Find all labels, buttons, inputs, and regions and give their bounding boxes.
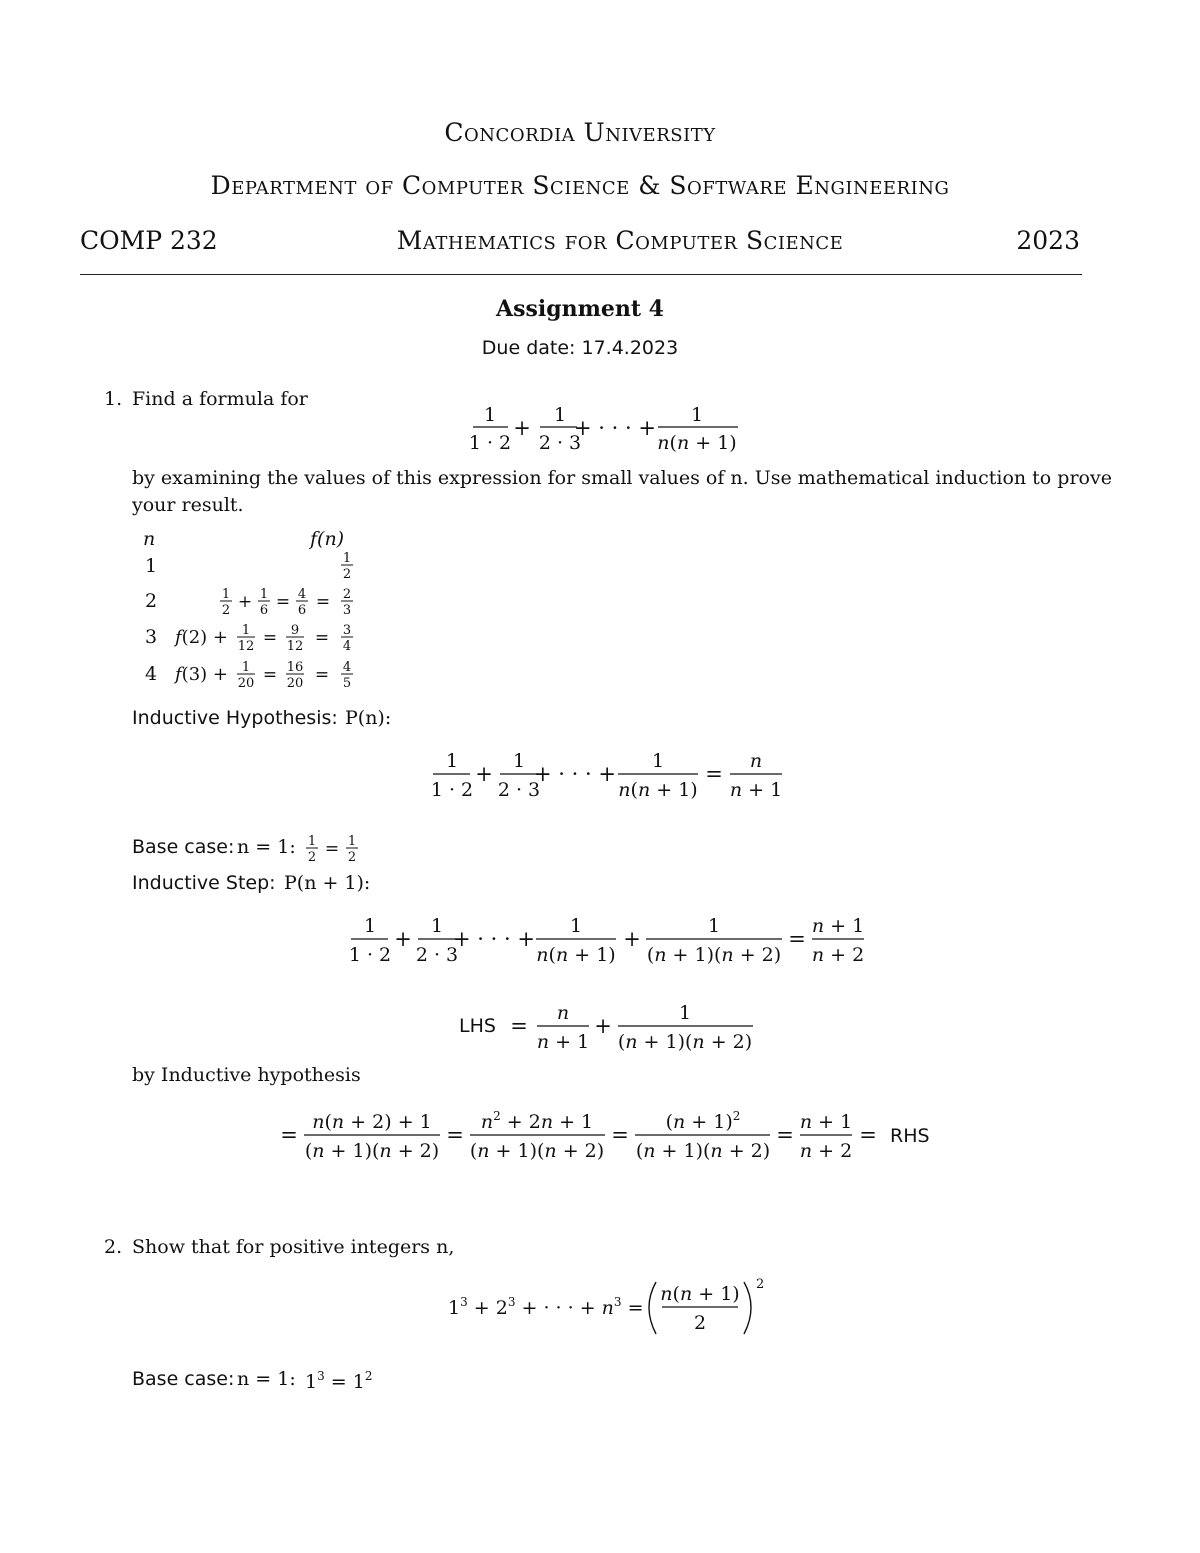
course-year: 2023 <box>1016 226 1080 255</box>
svg-text:1: 1 <box>307 834 317 849</box>
svg-text:3: 3 <box>342 623 352 638</box>
svg-text:20: 20 <box>286 676 304 691</box>
svg-text:1: 1 <box>430 915 444 937</box>
problem1-number: 1. <box>104 388 123 410</box>
svg-text:+: + <box>594 1014 612 1038</box>
svg-text:2 · 3: 2 · 3 <box>415 944 459 966</box>
svg-text:n(n + 1): n(n + 1) <box>657 432 737 454</box>
sum-expression <box>460 400 760 460</box>
svg-text:1: 1 <box>445 750 459 772</box>
svg-text:(n + 1)(n + 2): (n + 1)(n + 2) <box>635 1140 771 1162</box>
svg-text:+ · · · +: + · · · + <box>453 927 535 951</box>
svg-text:1: 1 <box>678 1002 692 1024</box>
svg-text:2: 2 <box>347 850 357 865</box>
svg-text:2: 2 <box>693 1312 707 1334</box>
svg-text:=: = <box>611 1123 629 1147</box>
assignment-title: Assignment 4 <box>496 296 664 322</box>
svg-text:n(n + 2) + 1: n(n + 2) + 1 <box>312 1111 432 1133</box>
svg-text:2: 2 <box>756 1277 765 1292</box>
base-case-label: Base case: <box>132 836 235 858</box>
svg-text:2: 2 <box>221 603 231 618</box>
svg-text:f(3) +: f(3) + <box>175 664 228 685</box>
svg-text:1: 1 <box>259 587 269 602</box>
svg-text:16: 16 <box>286 660 304 675</box>
svg-text:4: 4 <box>342 639 352 654</box>
svg-text:+ · · · +: + · · · + <box>574 416 656 440</box>
due-date: Due date: 17.4.2023 <box>481 337 679 359</box>
svg-text:+: + <box>513 416 531 440</box>
table-row-n: 4 <box>145 663 158 685</box>
svg-text:n(n + 1): n(n + 1) <box>618 779 698 801</box>
svg-text:=: = <box>446 1123 464 1147</box>
problem1-prompt: Find a formula for <box>132 388 308 410</box>
svg-text:3: 3 <box>342 603 352 618</box>
svg-text:1: 1 <box>553 404 567 426</box>
problem2-number: 2. <box>104 1236 123 1258</box>
svg-text:=: = <box>280 1123 298 1147</box>
table-values <box>165 548 365 693</box>
svg-text:1: 1 <box>221 587 231 602</box>
svg-text:6: 6 <box>297 603 307 618</box>
svg-text:1 · 2: 1 · 2 <box>348 944 392 966</box>
inductive-step-label: Inductive Step: <box>132 872 276 894</box>
problem2-prompt: Show that for positive integers n, <box>132 1236 455 1258</box>
svg-text:=: = <box>510 1014 528 1038</box>
svg-text:2: 2 <box>342 567 352 582</box>
course-title: Mathematics for Computer Science <box>396 226 844 255</box>
svg-text:(n + 1)2: $(n + 1)^2$ <box>665 1109 741 1133</box>
svg-text:9: 9 <box>290 623 300 638</box>
svg-text:4: 4 <box>342 660 352 675</box>
step-equation <box>340 910 880 972</box>
svg-text:=: = <box>275 592 291 612</box>
svg-text:4: 4 <box>297 587 307 602</box>
svg-text:n: n <box>556 1002 570 1024</box>
svg-text:1: 1 <box>347 834 357 849</box>
lhs-equation <box>505 997 765 1059</box>
svg-text:1: 1 <box>707 915 721 937</box>
svg-text:=: = <box>324 839 340 859</box>
inductive-hypothesis-predicate: P(n): <box>345 707 392 729</box>
svg-text:+: + <box>475 762 493 786</box>
svg-text:1 · 2: 1 · 2 <box>430 779 474 801</box>
svg-text:=: = <box>262 628 278 648</box>
svg-text:(n + 1)(n + 2): (n + 1)(n + 2) <box>469 1140 605 1162</box>
svg-text:n + 1: n + 1 <box>799 1111 853 1133</box>
svg-text:1: 1 <box>241 623 251 638</box>
problem1-description-line2: your result. <box>132 494 244 516</box>
svg-text:n + 1: n + 1 <box>811 915 865 937</box>
table-row-n: 2 <box>145 590 158 612</box>
svg-text:1 · 2: 1 · 2 <box>468 432 512 454</box>
svg-text:=: = <box>705 762 723 786</box>
lhs-label: LHS <box>459 1015 496 1037</box>
problem2-base-case-values <box>303 1360 393 1394</box>
base-case-fractions <box>300 832 370 866</box>
problem2-base-case-expression: n = 1: <box>237 1368 296 1390</box>
svg-text:(n + 1)(n + 2): (n + 1)(n + 2) <box>646 944 782 966</box>
rhs-label: RHS <box>890 1125 930 1147</box>
svg-text:=: = <box>788 927 806 951</box>
svg-text:n(n + 1): n(n + 1) <box>536 944 616 966</box>
svg-text:(n + 1)(n + 2): (n + 1)(n + 2) <box>617 1031 753 1053</box>
svg-text:n + 1: n + 1 <box>729 779 783 801</box>
hypothesis-equation <box>420 745 800 807</box>
course-code: COMP 232 <box>80 226 218 255</box>
university-name: Concordia University <box>444 118 716 147</box>
derivation-equation <box>275 1106 885 1168</box>
svg-text:1: 1 <box>512 750 526 772</box>
svg-text:2 · 3: 2 · 3 <box>538 432 582 454</box>
table-row-n: 3 <box>145 626 158 648</box>
svg-text:n: n <box>749 750 763 772</box>
inductive-hypothesis-label: Inductive Hypothesis: <box>132 707 338 729</box>
svg-text:(n + 1)(n + 2): (n + 1)(n + 2) <box>304 1140 440 1162</box>
table-header-f: f(n) <box>310 528 345 550</box>
problem1-description-line1: by examining the values of this expression for small values of n. Use mathematical induction to prove <box>132 467 1112 489</box>
problem2-base-case-label: Base case: <box>132 1368 235 1390</box>
svg-text:6: 6 <box>259 603 269 618</box>
cubes-equation <box>440 1274 790 1344</box>
svg-text:1: 1 <box>651 750 665 772</box>
svg-text:f(2) +: f(2) + <box>175 627 228 648</box>
svg-text:13 = 12: $1^3 = 1^2$ <box>305 1369 373 1393</box>
inductive-step-predicate: P(n + 1): <box>284 872 371 894</box>
svg-text:n + 2: n + 2 <box>799 1140 853 1162</box>
svg-text:n(n + 1): n(n + 1) <box>660 1283 740 1305</box>
svg-text:1: 1 <box>569 915 583 937</box>
table-header-n: n <box>143 528 156 550</box>
svg-text:20: 20 <box>237 676 255 691</box>
by-inductive-hypothesis: by Inductive hypothesis <box>132 1064 361 1086</box>
svg-text:=: = <box>776 1123 794 1147</box>
svg-text:=: = <box>314 665 330 685</box>
table-row-n: 1 <box>145 555 158 577</box>
svg-text:+: + <box>394 927 412 951</box>
svg-text:=: = <box>859 1123 877 1147</box>
svg-text:1: 1 <box>363 915 377 937</box>
header-rule <box>80 274 1082 275</box>
base-case-expression: n = 1: <box>237 836 296 858</box>
svg-text:=: = <box>262 665 278 685</box>
svg-text:n + 2: n + 2 <box>811 944 865 966</box>
svg-text:=: = <box>314 628 330 648</box>
svg-text:n2 + 2n + 1: $n^2 + 2n + 1$ <box>480 1109 594 1133</box>
svg-text:1: 1 <box>483 404 497 426</box>
svg-text:+: + <box>237 592 253 612</box>
svg-text:12: 12 <box>237 639 255 654</box>
svg-text:13 + 23 + · · · + n3 =: $1^3 + 2^3$ + · · · + $n^3$ = <box>448 1295 644 1319</box>
svg-text:n + 1: n + 1 <box>536 1031 590 1053</box>
svg-text:5: 5 <box>342 676 352 691</box>
svg-text:1: 1 <box>690 404 704 426</box>
svg-text:1: 1 <box>241 660 251 675</box>
svg-text:+ · · · +: + · · · + <box>534 762 616 786</box>
department-name: Department of Computer Science & Software Engineering <box>210 171 950 200</box>
svg-text:2 · 3: 2 · 3 <box>497 779 541 801</box>
svg-text:2: 2 <box>342 587 352 602</box>
svg-text:12: 12 <box>286 639 304 654</box>
svg-text:=: = <box>315 592 331 612</box>
svg-text:+: + <box>623 927 641 951</box>
svg-text:2: 2 <box>307 850 317 865</box>
svg-text:1: 1 <box>342 551 352 566</box>
